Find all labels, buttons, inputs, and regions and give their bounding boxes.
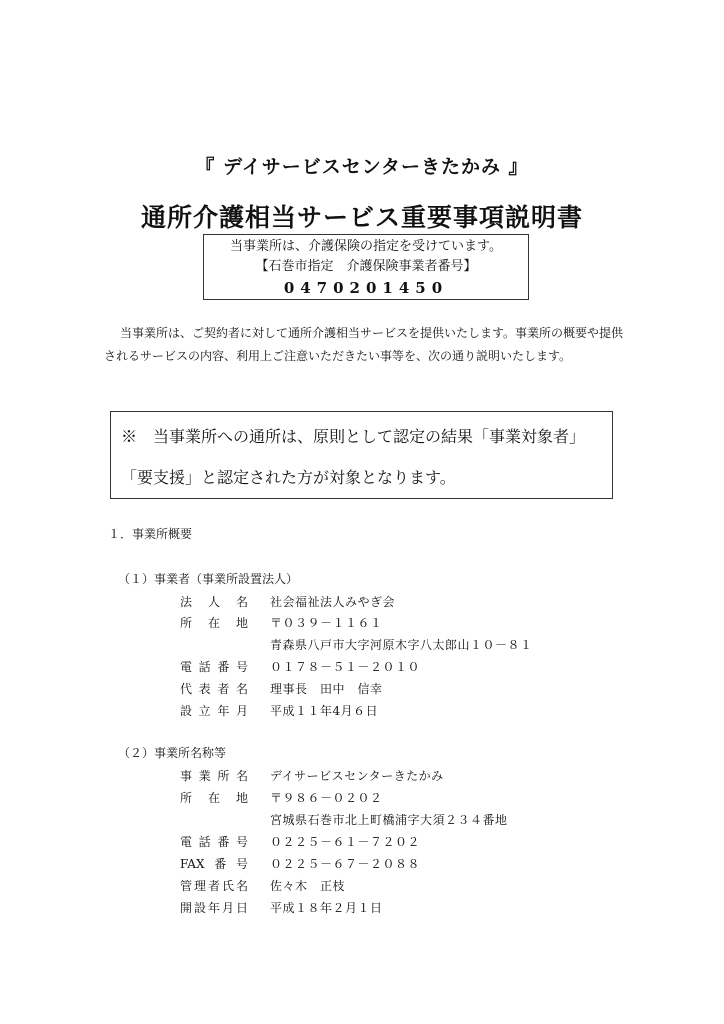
row-value: 平成１８年２月１日 — [270, 901, 383, 915]
operator-row — [180, 658, 600, 674]
row-label: 管理者氏名 — [180, 879, 248, 893]
designation-number: 0470201450 — [283, 279, 449, 297]
row-label: 開設年月日 — [180, 901, 248, 915]
row-value: 〒９８６－０２０２ — [270, 791, 383, 805]
row-value: 理事長 田中 信幸 — [270, 682, 383, 696]
section-heading-overview: １．事業所概要 — [108, 527, 193, 541]
row-value: ０２２５－６１－７２０２ — [270, 835, 421, 849]
row-label: 電話番号 — [180, 835, 248, 849]
eligibility-notice-box — [110, 411, 613, 499]
facility-row — [180, 811, 600, 827]
facility-row — [180, 833, 600, 849]
row-label: 代表者名 — [180, 682, 248, 696]
designation-notice-box — [203, 234, 529, 300]
facility-row — [180, 789, 600, 805]
operator-row — [180, 593, 600, 609]
row-label: FAX番号 — [180, 857, 248, 871]
operator-row — [180, 636, 600, 652]
row-value: 宮城県石巻市北上町橋浦字大須２３４番地 — [270, 813, 508, 827]
document-subtitle: 『 デイサービスセンターきたかみ 』 — [195, 156, 529, 178]
eligibility-line-2: 「要支援」と認定された方が対象となります。 — [121, 468, 456, 487]
row-value: 青森県八戸市大字河原木字八太郎山１０－８１ — [270, 638, 533, 652]
operator-heading: （１）事業者（事業所設置法人） — [118, 572, 299, 586]
designation-notice-line: 当事業所は、介護保険の指定を受けています。 — [230, 239, 502, 254]
row-label: 電話番号 — [180, 660, 248, 674]
facility-heading: （２）事業所名称等 — [118, 746, 227, 760]
row-value: 社会福祉法人みやぎ会 — [270, 595, 396, 609]
row-value: 平成１１年4月６日 — [270, 704, 379, 718]
row-value: 佐々木 正枝 — [270, 879, 346, 893]
facility-row — [180, 767, 600, 783]
row-label: 設立年月 — [180, 704, 248, 718]
intro-paragraph: 当事業所は、ご契約者に対して通所介護相当サービスを提供いたします。事業所の概要や提供されるサービスの内容、利用上ご注意いただきたい事等を、次の通り説明いたします。 — [104, 326, 624, 363]
facility-row — [180, 877, 600, 893]
designation-number-label: 【石巻市指定 介護保険事業者番号】 — [255, 259, 477, 274]
row-label: 法人名 — [180, 595, 248, 609]
operator-row — [180, 614, 600, 630]
eligibility-line-1: ※ 当事業所への通所は、原則として認定の結果「事業対象者」 — [121, 427, 586, 446]
row-label: 事業所名 — [180, 769, 248, 783]
operator-row — [180, 702, 600, 718]
row-value: ０２２５－６７－２０８８ — [270, 857, 421, 871]
row-value: 〒０３９－１１６１ — [270, 616, 383, 630]
document-title: 通所介護相当サービス重要事項説明書 — [140, 203, 583, 232]
operator-row — [180, 680, 600, 696]
row-value: ０１７８－５１－２０１０ — [270, 660, 421, 674]
facility-row — [180, 855, 600, 871]
row-label: 所在地 — [180, 616, 248, 630]
facility-row — [180, 899, 600, 915]
row-label: 所在地 — [180, 791, 248, 805]
row-value: デイサービスセンターきたかみ — [270, 769, 444, 783]
